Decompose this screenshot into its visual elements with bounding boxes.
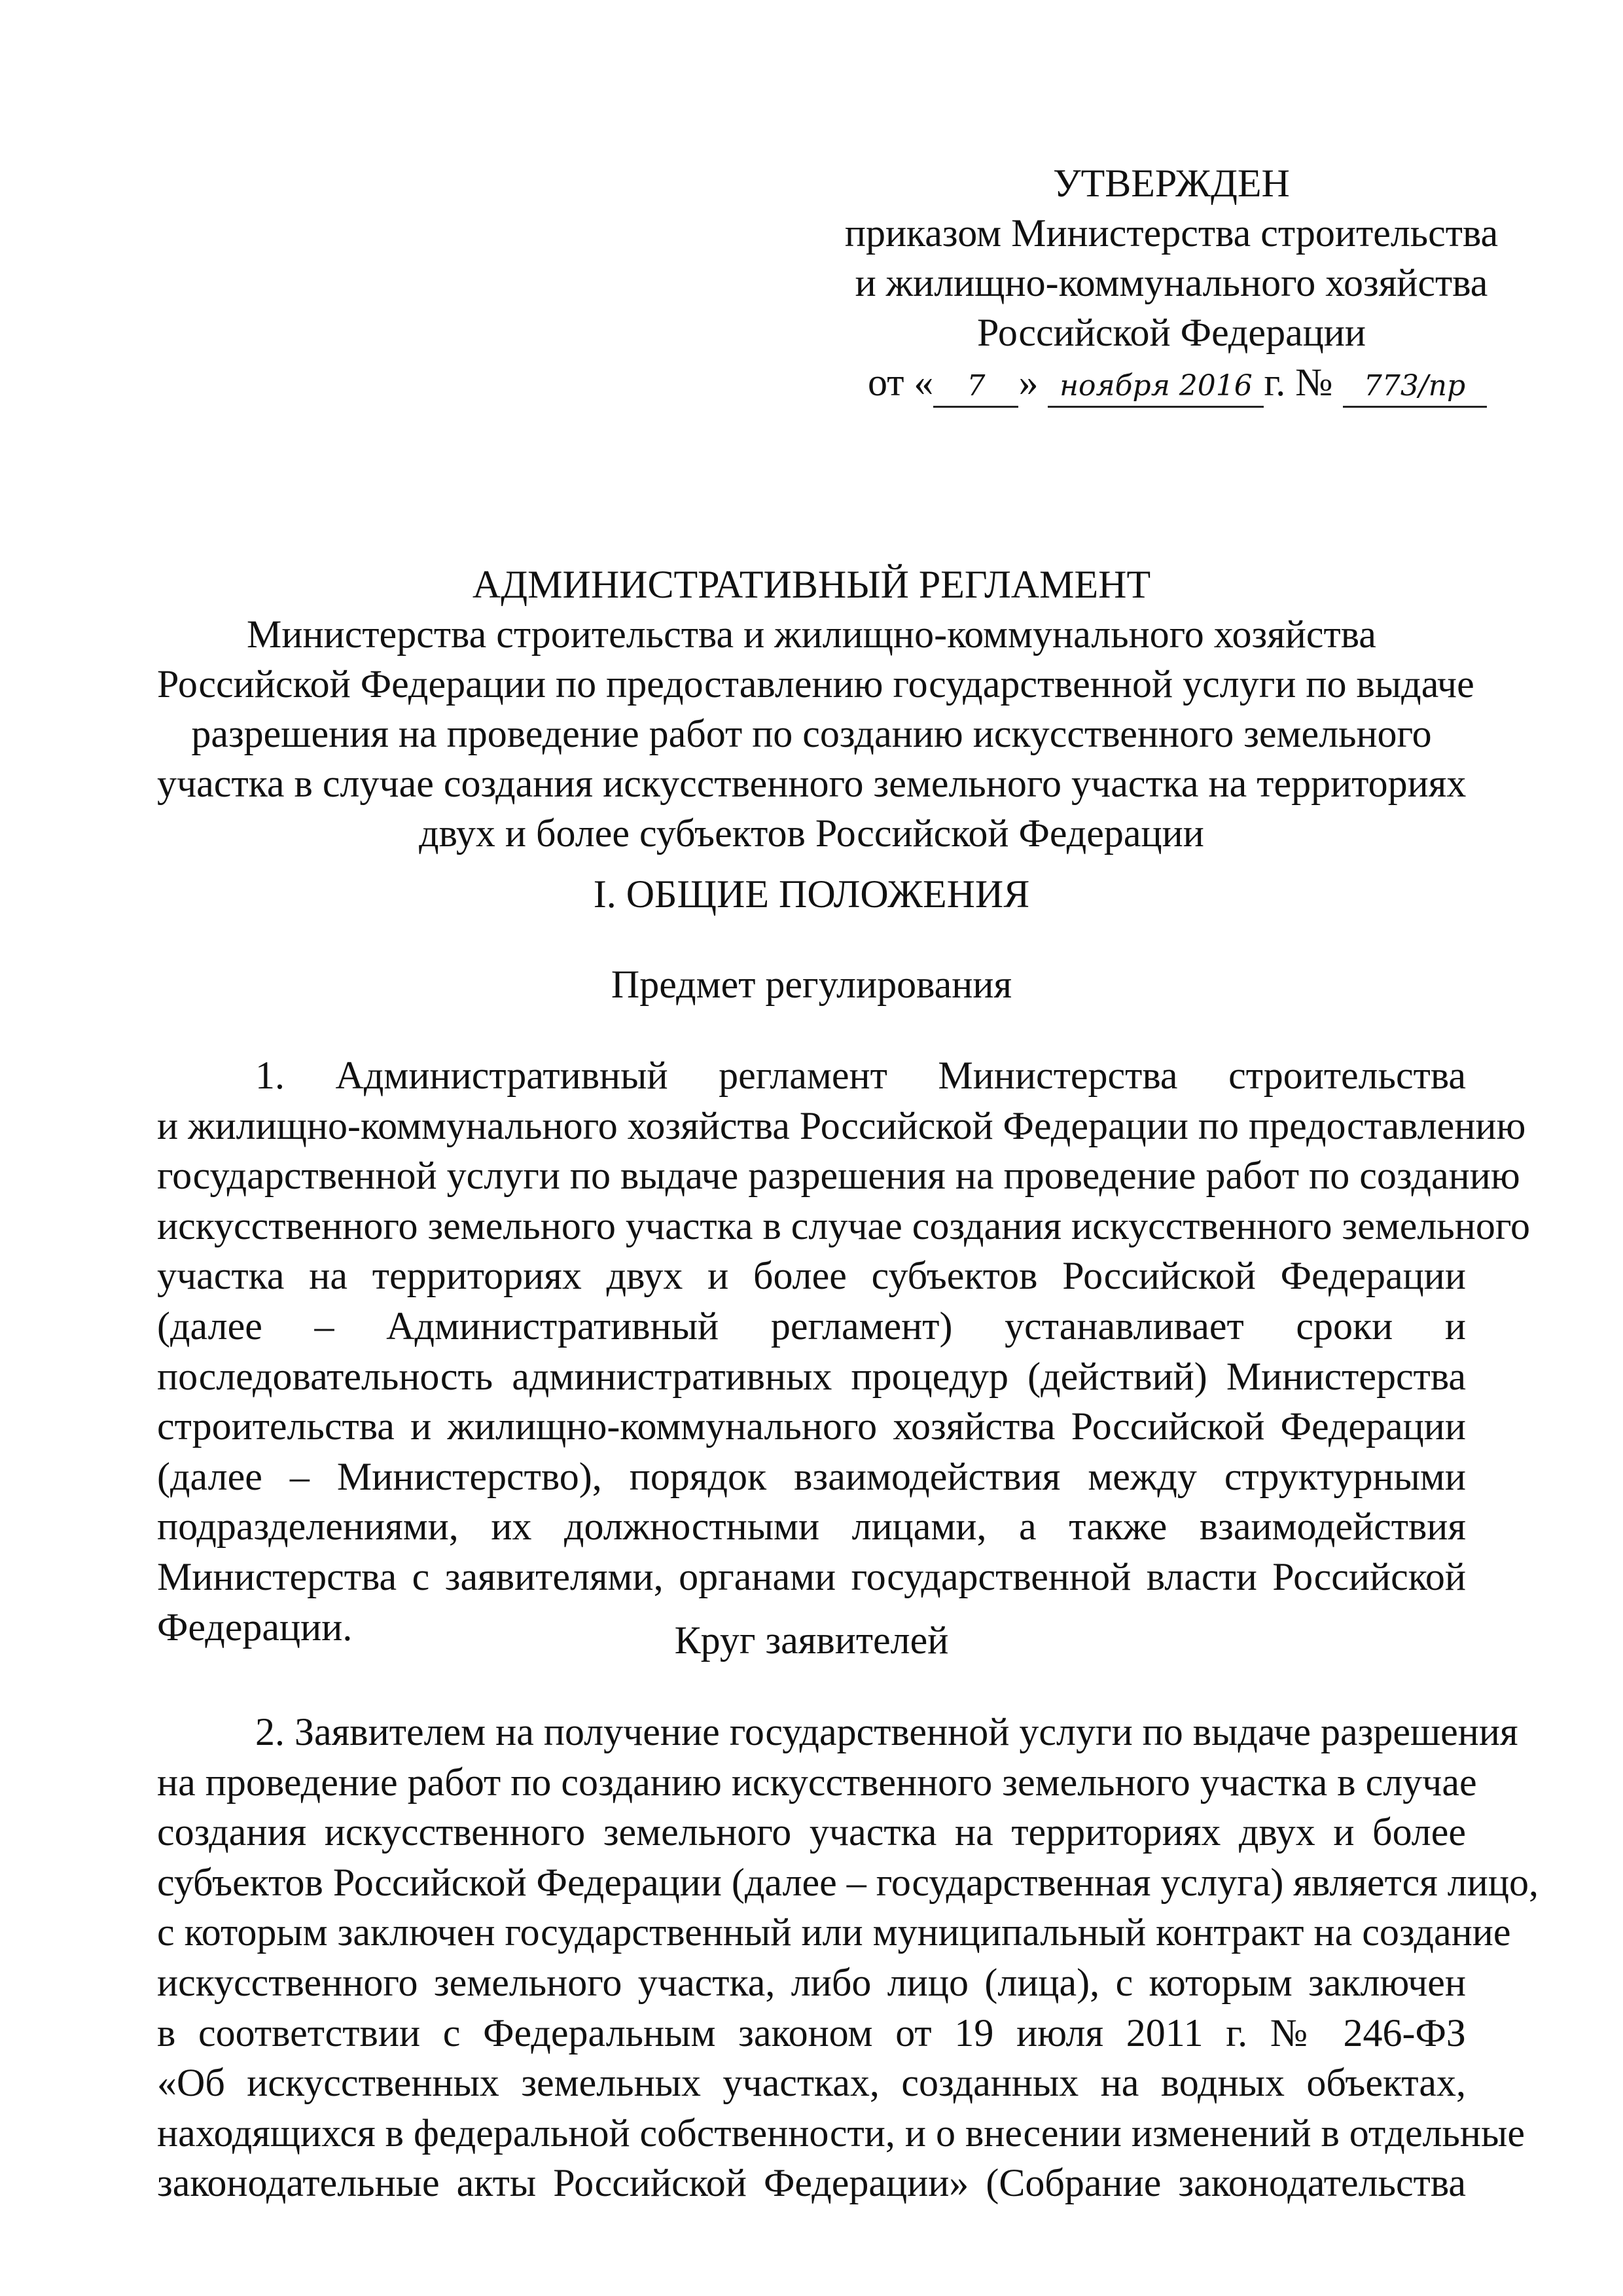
paragraph-line: с которым заключен государственный или муниципальный контракт на создание <box>157 1910 1511 1954</box>
title-line: участка в случае создания искусственного земельного участка на территориях <box>157 762 1467 805</box>
handwritten-month-year: ноября 2016 <box>1048 367 1264 408</box>
paragraph-line: в соответствии с Федеральным законом от 19 июля 2011 г. № 246-ФЗ <box>157 2011 1466 2054</box>
subsection-heading: Предмет регулирования <box>611 963 1012 1006</box>
year-suffix: г. № <box>1264 361 1333 404</box>
paragraph-line: создания искусственного земельного участка на территориях двух и более <box>157 1810 1466 1854</box>
paragraph-line: 1. Административный регламент Министерства строительства <box>255 1054 1466 1097</box>
paragraph-line: субъектов Российской Федерации (далее – государственная услуга) является лицо, <box>157 1860 1539 1904</box>
paragraph-1 <box>157 1050 1530 1652</box>
paragraph-line: государственной услуги по выдаче разрешения на проведение работ по созданию <box>157 1154 1520 1198</box>
regulation-title <box>157 560 1474 858</box>
paragraph-line: искусственного земельного участка в случае создания искусственного земельного <box>157 1204 1530 1247</box>
paragraph-2 <box>157 1707 1539 2208</box>
title-line: Российской Федерации по предоставлению государственной услуги по выдаче <box>157 662 1474 706</box>
title-line: разрешения на проведение работ по созданию искусственного земельного <box>191 712 1432 755</box>
date-mid: » <box>1018 361 1039 404</box>
approval-line: Российской Федерации <box>976 311 1366 354</box>
title-line: Министерства строительства и жилищно-коммунального хозяйства <box>247 613 1376 656</box>
approval-line: приказом Министерства строительства <box>844 211 1499 255</box>
paragraph-line: «Об искусственных земельных участках, созданных на водных объектах, <box>157 2061 1466 2105</box>
approval-line: и жилищно-коммунального хозяйства <box>855 261 1488 304</box>
paragraph-line: последовательность административных процедур (действий) Министерства <box>157 1354 1466 1398</box>
section-heading: I. ОБЩИЕ ПОЛОЖЕНИЯ <box>593 872 1030 916</box>
approval-date-line <box>844 357 1499 408</box>
paragraph-line: участка на территориях двух и более субъектов Российской Федерации <box>157 1254 1466 1298</box>
paragraph-line: (далее – Министерство), порядок взаимодействия между структурными <box>157 1454 1466 1498</box>
paragraph-line: подразделениями, их должностными лицами, а также взаимодействия <box>157 1505 1466 1549</box>
paragraph-line: и жилищно-коммунального хозяйства Российской Федерации по предоставлению <box>157 1103 1526 1147</box>
subsection-heading: Круг заявителей <box>674 1619 949 1662</box>
approval-heading: УТВЕРЖДЕН <box>1053 162 1290 205</box>
paragraph-line: законодательные акты Российской Федерации» (Собрание законодательства <box>157 2161 1466 2205</box>
date-prefix: от « <box>868 361 934 404</box>
handwritten-day: 7 <box>933 367 1018 408</box>
paragraph-line: (далее – Административный регламент) устанавливает сроки и <box>157 1304 1466 1348</box>
paragraph-line: искусственного земельного участка, либо лицо (лица), с которым заключен <box>157 1960 1466 2004</box>
paragraph-line: строительства и жилищно-коммунального хозяйства Российской Федерации <box>157 1405 1466 1448</box>
approval-block <box>844 158 1499 408</box>
paragraph-line: 2. Заявителем на получение государственной услуги по выдаче разрешения <box>255 1710 1518 1753</box>
paragraph-line: Федерации. <box>157 1605 353 1649</box>
title-line: двух и более субъектов Российской Федерации <box>419 812 1204 855</box>
title-heading: АДМИНИСТРАТИВНЫЙ РЕГЛАМЕНТ <box>472 563 1151 606</box>
handwritten-order-number: 773/пр <box>1343 367 1487 408</box>
paragraph-line: на проведение работ по созданию искусственного земельного участка в случае <box>157 1760 1477 1804</box>
paragraph-line: находящихся в федеральной собственности, и о внесении изменений в отдельные <box>157 2111 1525 2155</box>
paragraph-line: Министерства с заявителями, органами государственной власти Российской <box>157 1554 1466 1598</box>
